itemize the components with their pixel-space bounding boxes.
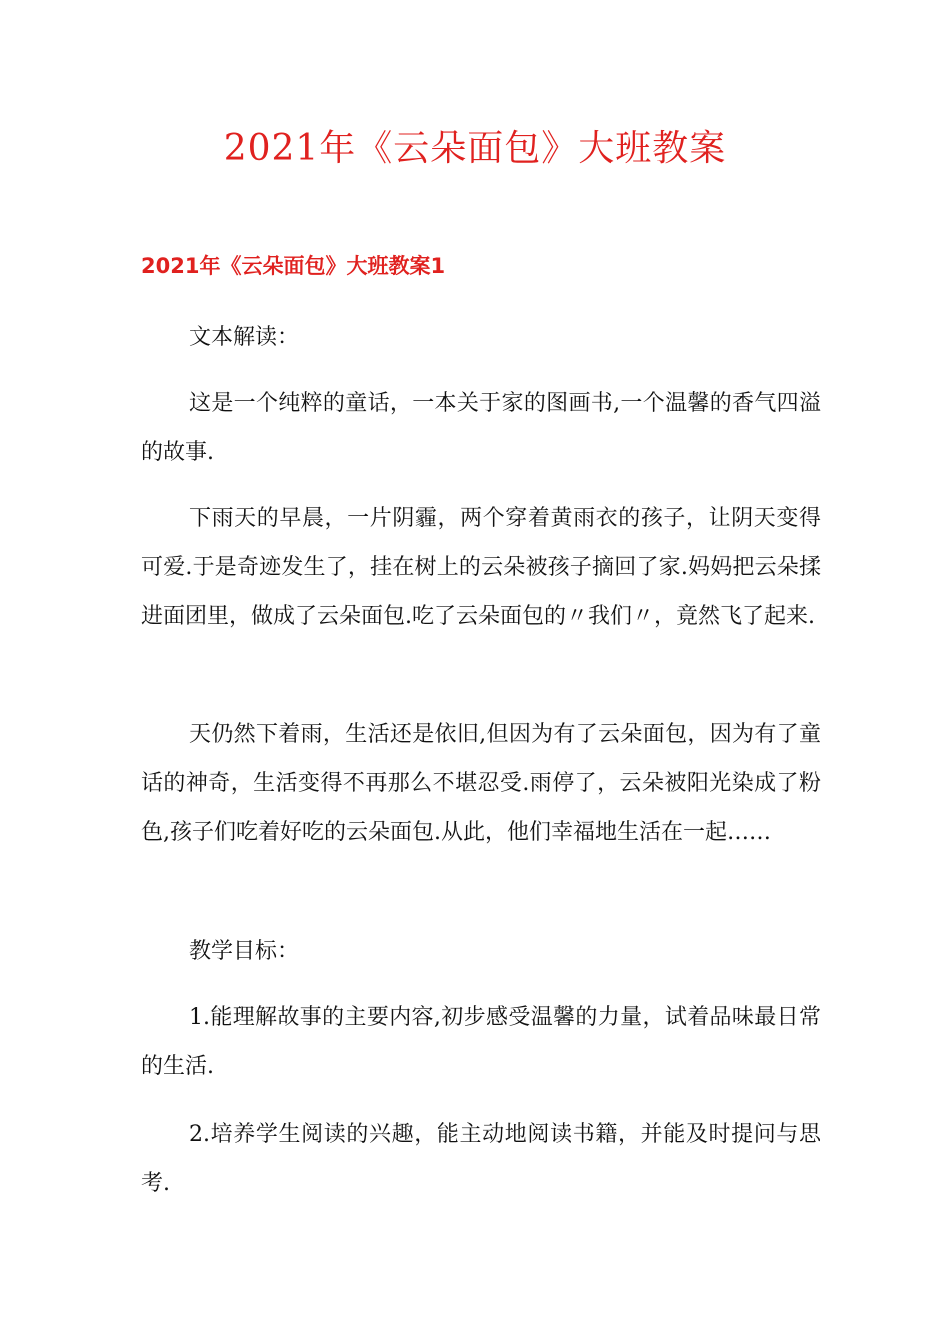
paragraph-teaching-goals-label: 教学目标： bbox=[189, 939, 300, 964]
paragraph-intro: 这是一个纯粹的童话，一本关于家的图画书,一个温馨的香气四溢的故事. bbox=[141, 391, 821, 465]
paragraph-story-ending: 天仍然下着雨，生活还是依旧,但因为有了云朵面包，因为有了童话的神奇，生活变得不再那么不堪忍受.雨停了，云朵被阳光染成了粉色,孩子们吃着好吃的云朵面包.从此，他们幸福地生活在一起…… bbox=[141, 722, 821, 845]
paragraph-story-summary: 下雨天的早晨，一片阴霾，两个穿着黄雨衣的孩子，让阴天变得可爱.于是奇迹发生了，挂在树上的云朵被孩子摘回了家.妈妈把云朵揉进面团里，做成了云朵面包.吃了云朵面包的〃我们〃，竟然飞了起来. bbox=[141, 506, 821, 629]
paragraph-text-interpretation-label: 文本解读： bbox=[189, 325, 300, 350]
paragraph-goal-1: 1.能理解故事的主要内容,初步感受温馨的力量，试着品味最日常的生活. bbox=[141, 1005, 821, 1079]
section-heading: 2021年《云朵面包》大班教案1 bbox=[141, 254, 446, 278]
document-title: 2021年《云朵面包》大班教案 bbox=[223, 128, 727, 169]
paragraph-goal-2: 2.培养学生阅读的兴趣，能主动地阅读书籍，并能及时提问与思考. bbox=[141, 1122, 821, 1196]
